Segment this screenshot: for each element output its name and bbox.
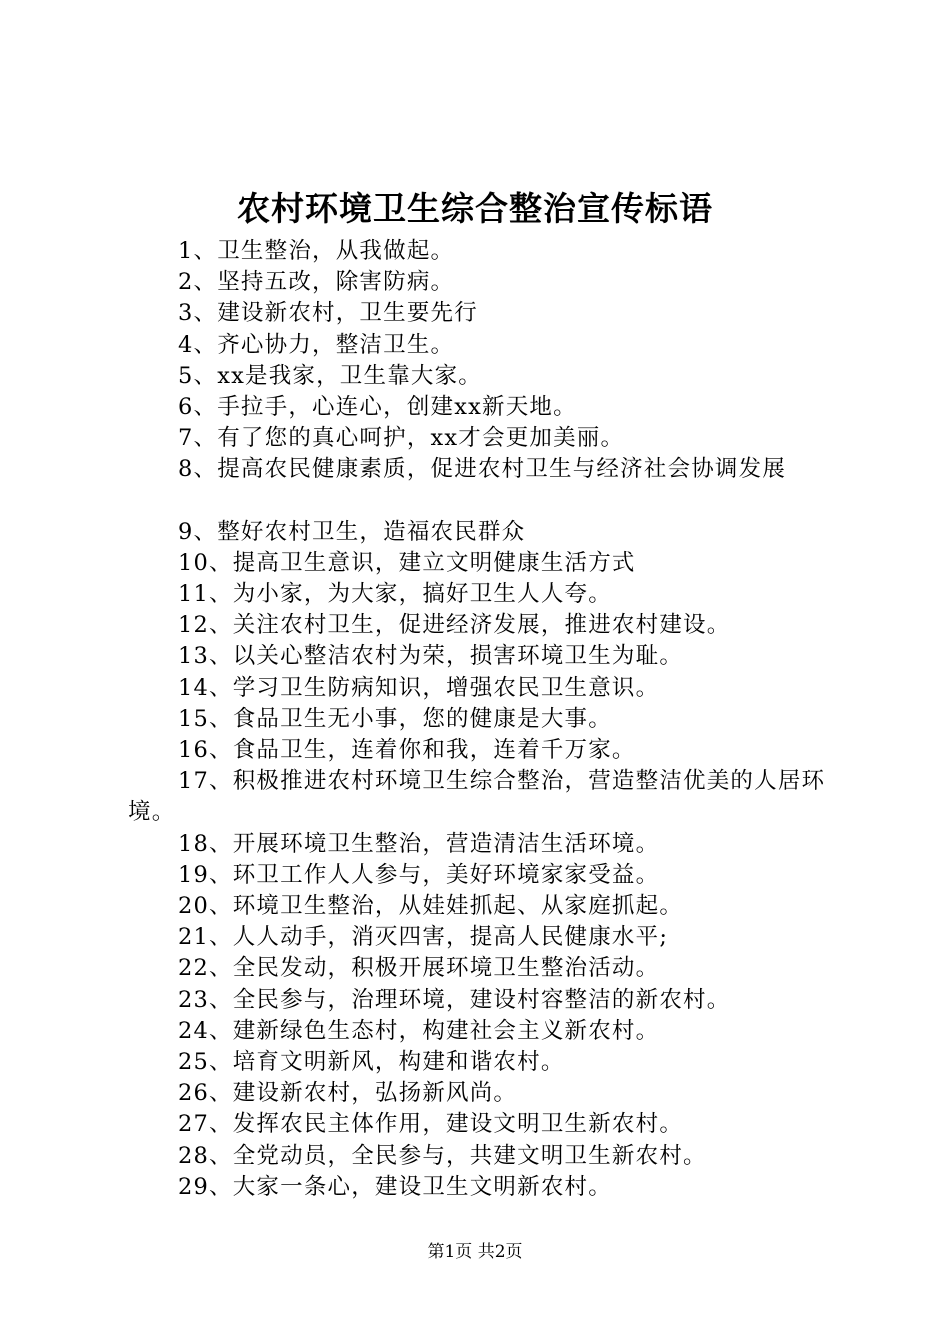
list-item: 18、开展环境卫生整治，营造清洁生活环境。: [178, 830, 660, 857]
list-item: 28、全党动员，全民参与，共建文明卫生新农村。: [178, 1142, 707, 1169]
list-item: 24、建新绿色生态村，构建社会主义新农村。: [178, 1017, 660, 1044]
list-item: 7、有了您的真心呵护，xx才会更加美丽。: [178, 425, 625, 452]
list-item: 11、为小家，为大家，搞好卫生人人夸。: [178, 581, 612, 608]
list-item: 2、坚持五改，除害防病。: [178, 269, 455, 296]
list-item: 13、以关心整洁农村为荣，损害环境卫生为耻。: [178, 643, 684, 670]
list-item: 5、xx是我家，卫生靠大家。: [178, 362, 482, 389]
list-item: 17、积极推进农村环境卫生综合整治，营造整洁优美的人居环境。: [128, 768, 826, 826]
list-item: 25、培育文明新风，构建和谐农村。: [178, 1049, 565, 1076]
list-item: 23、全民参与，治理环境，建设村容整洁的新农村。: [178, 986, 731, 1013]
list-item: 6、手拉手，心连心，创建xx新天地。: [178, 394, 577, 421]
page-footer: 第1页 共2页: [427, 1242, 523, 1262]
document-title: 农村环境卫生综合整治宣传标语: [237, 189, 713, 228]
list-item: 20、环境卫生整治，从娃娃抓起、从家庭抓起。: [178, 893, 684, 920]
list-item: 4、齐心协力，整洁卫生。: [178, 331, 455, 358]
list-item: 27、发挥农民主体作用，建设文明卫生新农村。: [178, 1111, 684, 1138]
list-item: 26、建设新农村，弘扬新风尚。: [178, 1080, 518, 1107]
list-item: 9、整好农村卫生，造福农民群众: [178, 518, 526, 545]
list-item: 8、提高农民健康素质，促进农村卫生与经济社会协调发展: [178, 456, 787, 483]
list-item: 19、环卫工作人人参与，美好环境家家受益。: [178, 861, 660, 888]
list-item: 3、建设新农村，卫生要先行: [178, 300, 478, 327]
list-item: 21、人人动手，消灭四害，提高人民健康水平;: [178, 924, 669, 951]
list-item: 16、食品卫生，连着你和我，连着千万家。: [178, 737, 636, 764]
list-item: 10、提高卫生意识，建立文明健康生活方式: [178, 549, 636, 576]
list-item: 22、全民发动，积极开展环境卫生整治活动。: [178, 955, 660, 982]
slogan-list: [128, 236, 838, 1203]
list-item: 12、关注农村卫生，促进经济发展，推进农村建设。: [178, 612, 731, 639]
list-item: 1、卫生整治，从我做起。: [178, 238, 455, 264]
list-item: 14、学习卫生防病知识，增强农民卫生意识。: [178, 674, 660, 701]
list-item: 15、食品卫生无小事，您的健康是大事。: [178, 705, 612, 732]
list-item: 29、大家一条心，建设卫生文明新农村。: [178, 1173, 612, 1200]
